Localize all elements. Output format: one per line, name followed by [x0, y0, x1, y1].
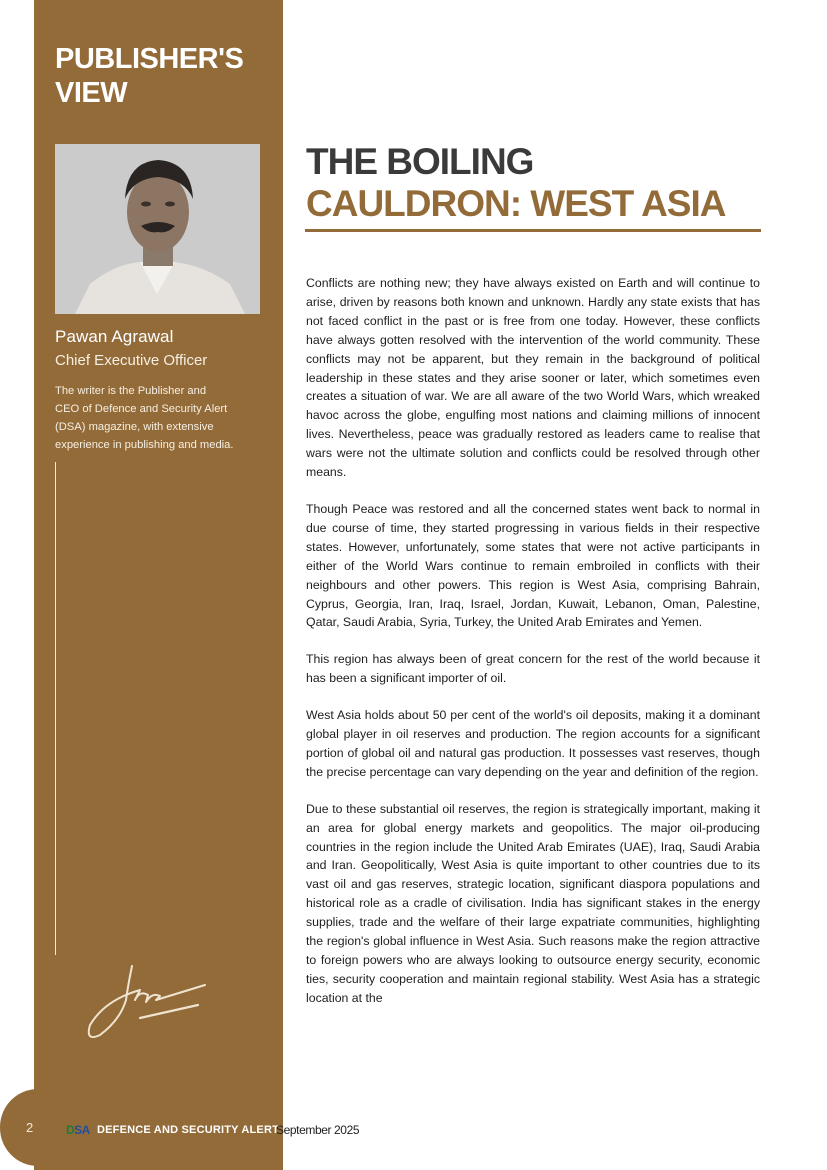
dsa-logo-d: D — [66, 1123, 75, 1137]
article-paragraph: Conflicts are nothing new; they have always existed on Earth and will continue to arise, driven by reasons both known and unknown. Hardly any state exists that has not faced conflict in the past or is free from one today. However, these conflicts have always gotten resolved with the intervention of the world community. These conflicts may not be apparent, but they remain in the background of political leadership in these states and they arise sooner or later, which sometimes even creates a situation of war. We are all aware of the two World Wars, which wreaked havoc across the globe, engulfing most nations and claiming millions of innocent lives. Nevertheless, peace was gradually restored as leaders came to realise that wars were not the ultimate solution and conflicts could be resolved through other means. — [306, 276, 760, 480]
headline-line1: THE BOILING — [306, 141, 534, 182]
author-bio-line: experience in publishing and media. — [55, 439, 234, 451]
portrait-image — [55, 144, 260, 314]
dsa-logo-sa: SA — [74, 1123, 90, 1137]
section-title-line1: PUBLISHER'S — [55, 43, 244, 75]
issue-date: September 2025 — [276, 1123, 360, 1137]
author-name: Pawan Agrawal — [55, 327, 174, 346]
author-bio — [55, 382, 275, 454]
article-paragraph: West Asia holds about 50 per cent of the world's oil deposits, making it a dominant global player in oil reserves and production. The region accounts for a significant portion of global oil and natural gas production. It possesses vast reserves, though the precise percentage can vary depending on the year and definition of the region. — [306, 708, 760, 779]
author-bio-line: The writer is the Publisher and — [55, 385, 207, 397]
article-paragraph: This region has always been of great concern for the rest of the world because it has been a significant importer of oil. — [306, 652, 760, 686]
headline-line2: CAULDRON: WEST ASIA — [306, 183, 726, 224]
article-paragraph: Due to these substantial oil reserves, the region is strategically important, making it an area for global energy markets and geopolitics. The major oil-producing countries in the region include the United Arab Emirates (UAE), Iraq, Saudi Arabia and Iran. Geopolitically, West Asia is quite important to other countries due to its vast oil and gas reserves, strategic location, significant diaspora populations and historical role as a cradle of civilisation. India has significant stakes in the energy supplies, trade and the welfare of their large expatriate communities, highlighting the region's global influence in West Asia. Such reasons make the region attractive to foreign powers who are always looking to outsource energy security, economic ties, security cooperation and maintain regional stability. West Asia has a strategic location at the — [306, 801, 760, 1005]
author-role: Chief Executive Officer — [55, 352, 208, 369]
dsa-logo — [66, 1123, 90, 1137]
section-title — [55, 42, 243, 110]
article-body — [306, 274, 760, 1026]
headline-underline — [305, 229, 761, 232]
page-number: 2 — [26, 1120, 34, 1135]
publication-name: DEFENCE AND SECURITY ALERT — [97, 1124, 280, 1136]
article-headline — [306, 141, 726, 225]
author-bio-line: CEO of Defence and Security Alert — [55, 403, 228, 415]
author-bio-line: (DSA) magazine, with extensive — [55, 421, 214, 433]
author-photo — [55, 144, 260, 314]
signature-icon — [70, 960, 210, 1040]
article-paragraph: Though Peace was restored and all the concerned states went back to normal in due course of time, they started progressing in various fields in their respective states. However, unfortunately, some states that were not active participants in either of the World Wars continue to remain embroiled in conflicts with their neighbours and other powers. This region is West Asia, comprising Bahrain, Cyprus, Georgia, Iran, Iraq, Israel, Jordan, Kuwait, Lebanon, Oman, Palestine, Qatar, Saudi Arabia, Syria, Turkey, the United Arab Emirates and Yemen. — [306, 501, 760, 630]
section-title-line2: VIEW — [55, 77, 128, 109]
sidebar-divider — [55, 462, 56, 955]
